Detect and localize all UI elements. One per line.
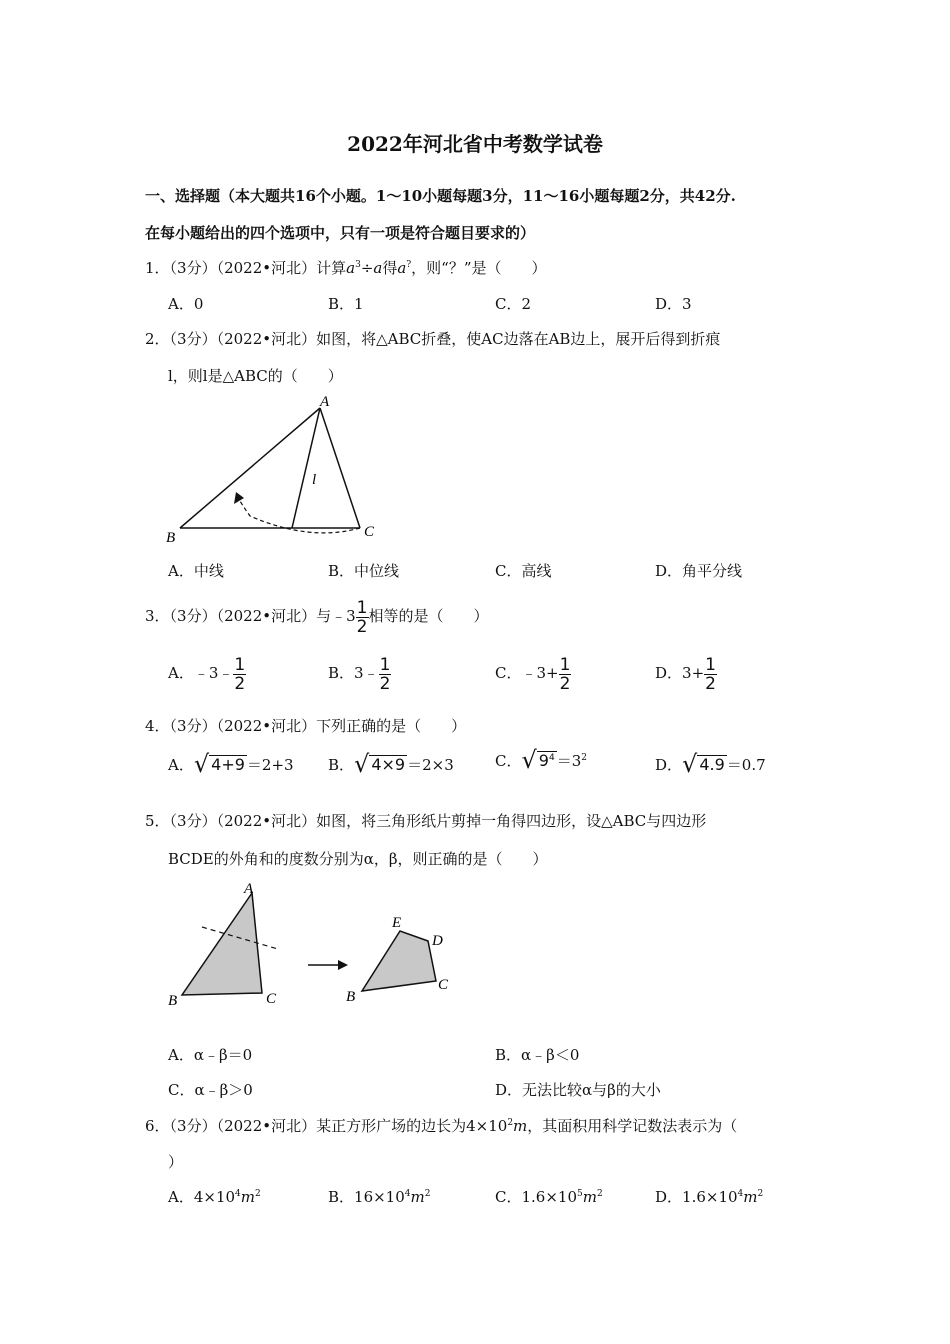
option-label: A．	[168, 756, 194, 774]
label-b2: B	[346, 989, 356, 1005]
option-label: B．	[328, 1188, 355, 1206]
fraction-numerator: 1	[559, 654, 571, 675]
q6-line-1: （3分）（2022•河北）某正方形广场的边长为4×10	[169, 1117, 508, 1135]
q1-text-3: ，则“？”是（ ）	[411, 259, 547, 277]
question-number: 6．	[145, 1117, 170, 1135]
q1-text-2: 得	[382, 259, 398, 277]
q3-option-b[interactable]	[328, 655, 391, 693]
question-number: 2．	[145, 330, 170, 348]
option-coef: 16×10	[354, 1188, 405, 1206]
fraction-numerator: 1	[379, 654, 391, 675]
q2-option-c[interactable]: C．高线	[495, 562, 552, 580]
triangle-abc	[182, 893, 262, 995]
q1-exp-3: ?	[406, 260, 412, 270]
page-title: 2022年河北省中考数学试卷	[347, 132, 603, 156]
q2-triangle-figure	[160, 390, 390, 550]
q1-option-a[interactable]: A．0	[168, 295, 204, 313]
q6-option-c[interactable]	[495, 1186, 603, 1207]
fraction-numerator: 1	[705, 654, 716, 675]
label-c: C	[364, 524, 375, 540]
question-1-stem	[145, 257, 547, 278]
option-exp: 4	[737, 1189, 744, 1199]
q4-option-b[interactable]	[328, 750, 454, 778]
q3-option-a[interactable]	[168, 655, 246, 693]
crease-line-l	[292, 408, 320, 528]
q3-pre: （3分）（2022•河北）与	[169, 607, 332, 625]
option-unit: m	[743, 1188, 758, 1206]
q5-option-d[interactable]: D．无法比较α与β的大小	[495, 1081, 661, 1099]
option-unit-exp: 2	[255, 1189, 261, 1199]
option-rhs: ＝3	[556, 752, 582, 770]
label-a: A	[320, 394, 330, 410]
q6-unit: m	[513, 1117, 528, 1135]
fraction-half	[356, 599, 369, 636]
option-expr: 3+	[682, 664, 705, 682]
option-coef: 1.6×10	[682, 1188, 738, 1206]
option-label: C．	[495, 664, 522, 682]
option-label: D．	[655, 664, 683, 682]
q6-option-d[interactable]	[655, 1186, 763, 1207]
rhs-exponent: 2	[581, 753, 587, 763]
question-number: 1．	[145, 259, 170, 277]
q4-stem-text: （3分）（2022•河北）下列正确的是（ ）	[169, 717, 467, 735]
q4-option-c[interactable]	[495, 746, 587, 774]
option-label: A．	[168, 664, 194, 682]
q6-line-1-end: ，其面积用科学记数法表示为（	[527, 1117, 738, 1135]
fraction-half	[379, 656, 392, 693]
option-rhs: ＝0.7	[726, 756, 766, 774]
q1-option-d[interactable]: D．3	[655, 295, 692, 313]
option-unit: m	[582, 1188, 597, 1206]
option-coef: 4×10	[193, 1188, 236, 1206]
question-5-stem	[145, 810, 706, 831]
q6-option-b[interactable]	[328, 1186, 430, 1207]
label-e: E	[392, 915, 402, 931]
fraction-denominator: 2	[379, 673, 391, 694]
radicand: 4.9	[699, 755, 725, 774]
option-rhs: ＝2+3	[246, 756, 294, 774]
label-c2: C	[438, 977, 449, 993]
q3-option-c[interactable]	[495, 655, 571, 693]
q5-option-b[interactable]: B．α﹣β＜0	[495, 1046, 580, 1064]
sqrt: √ 4.9	[682, 750, 725, 778]
q1-op: ÷	[360, 259, 374, 277]
arrow-right-icon	[338, 960, 348, 970]
fraction-half	[704, 656, 717, 693]
sqrt: √ $9^4$	[521, 746, 555, 774]
option-unit-exp: 2	[596, 1189, 603, 1199]
q6-exponent: 2	[507, 1118, 514, 1128]
fraction-numerator: 1	[356, 597, 368, 618]
sqrt: √ 4×9	[354, 750, 406, 778]
fraction-half	[233, 656, 246, 693]
fraction-numerator: 1	[234, 654, 246, 675]
side-ac	[320, 408, 360, 528]
section-header-line1: 一、选择题（本大题共16个小题。1～10小题每题3分，11～16小题每题2分，共42分.	[145, 187, 736, 205]
q6-option-a[interactable]	[168, 1186, 261, 1207]
q1-option-c[interactable]: C．2	[495, 295, 532, 313]
q5-cut-triangle-figure	[160, 875, 470, 1035]
option-unit: m	[240, 1188, 256, 1206]
q2-option-d[interactable]: D．角平分线	[655, 562, 743, 580]
option-label: D．	[655, 1188, 683, 1206]
label-l: l	[312, 472, 317, 488]
option-label: B．	[328, 756, 355, 774]
option-label: C．	[495, 1188, 522, 1206]
question-4-stem	[145, 715, 466, 736]
q3-option-d[interactable]	[655, 655, 717, 693]
option-exp: 5	[577, 1189, 583, 1199]
option-exp: 4	[404, 1189, 411, 1199]
q2-option-b[interactable]: B．中位线	[328, 562, 400, 580]
q1-text-1: 计算	[316, 259, 347, 277]
q3-value: ﹣3	[331, 607, 356, 625]
label-d: D	[432, 933, 443, 949]
option-rhs: ＝2×3	[407, 756, 454, 774]
label-a: A	[244, 881, 254, 897]
q1-base-1: a	[346, 259, 356, 277]
radicand-exponent: 4	[548, 753, 555, 763]
option-exp: 4	[235, 1189, 241, 1199]
quadrilateral-bcde	[362, 931, 436, 991]
question-3-stem	[145, 598, 489, 636]
side-ab	[180, 408, 320, 528]
q1-option-b[interactable]: B．1	[328, 295, 364, 313]
q4-option-a[interactable]	[168, 750, 294, 778]
arrowhead	[234, 492, 244, 504]
option-unit: m	[410, 1188, 425, 1206]
option-label: B．	[328, 664, 355, 682]
section-header-line2: 在每小题给出的四个选项中，只有一项是符合题目要求的）	[145, 224, 536, 242]
radicand: 4×9	[371, 755, 406, 774]
q4-option-d[interactable]	[655, 750, 766, 778]
option-unit-exp: 2	[757, 1189, 764, 1199]
fraction-denominator: 2	[559, 673, 571, 694]
q5-option-c[interactable]: C．α﹣β＞0	[168, 1081, 253, 1099]
question-2-stem	[145, 328, 720, 349]
option-expr: ﹣3﹣	[193, 664, 234, 682]
radicand: 9	[538, 751, 549, 770]
option-label: D．	[655, 756, 683, 774]
fraction-denominator: 2	[705, 673, 716, 694]
fraction-half	[559, 656, 572, 693]
q2-option-a[interactable]: A．中线	[168, 562, 224, 580]
option-label: A．	[168, 1188, 194, 1206]
q1-base-3: a	[397, 259, 407, 277]
fraction-denominator: 2	[356, 616, 368, 637]
question-meta: （3分）（2022•河北）	[169, 259, 317, 277]
question-number: 4．	[145, 717, 170, 735]
q3-post: 相等的是（ ）	[368, 607, 489, 625]
sqrt: √ 4+9	[193, 750, 245, 778]
option-expr: 3﹣	[354, 664, 379, 682]
q1-exp-1: 3	[355, 260, 361, 270]
question-number: 5．	[145, 812, 170, 830]
q1-base-2: a	[373, 259, 383, 277]
q2-line-1: （3分）（2022•河北）如图，将△ABC折叠，使AC边落在AB边上，展开后得到折痕	[169, 330, 721, 348]
q6-line-2: ）	[168, 1153, 184, 1171]
option-unit-exp: 2	[424, 1189, 431, 1199]
option-label: C．	[495, 752, 522, 770]
question-number: 3．	[145, 607, 170, 625]
radicand: 4+9	[211, 755, 245, 774]
q2-line-2: l，则l是△ABC的（ ）	[168, 367, 343, 385]
fraction-denominator: 2	[234, 673, 246, 694]
label-b: B	[168, 993, 178, 1009]
question-6-stem	[145, 1115, 737, 1136]
q5-line-2: BCDE的外角和的度数分别为α，β，则正确的是（ ）	[168, 850, 548, 868]
q5-option-a[interactable]: A．α﹣β＝0	[168, 1046, 253, 1064]
option-expr: ﹣3+	[521, 664, 559, 682]
option-coef: 1.6×10	[521, 1188, 577, 1206]
label-b: B	[166, 530, 176, 546]
q5-line-1: （3分）（2022•河北）如图，将三角形纸片剪掉一角得四边形，设△ABC与四边形	[169, 812, 707, 830]
label-c: C	[266, 991, 277, 1007]
